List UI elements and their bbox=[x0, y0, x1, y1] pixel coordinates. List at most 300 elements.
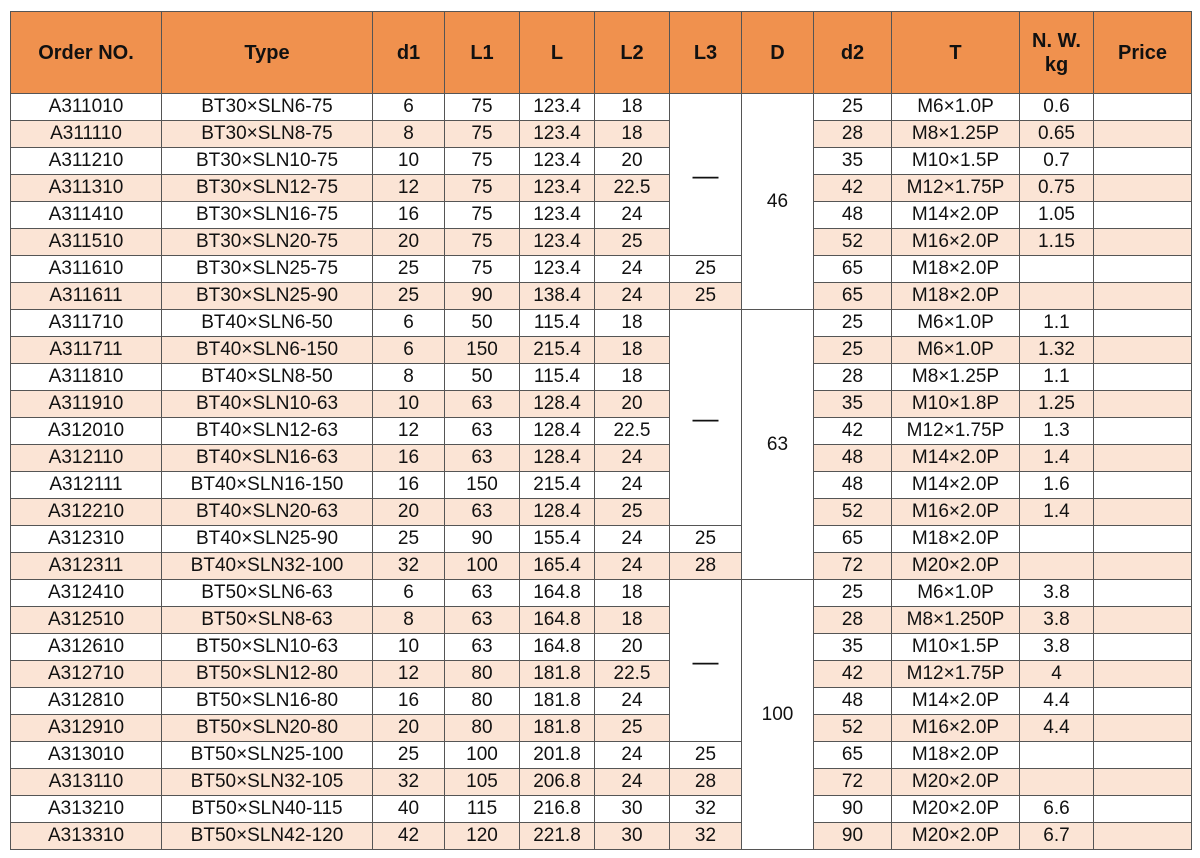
cell-l2: 24 bbox=[595, 445, 670, 472]
cell-l3: 25 bbox=[670, 742, 742, 769]
cell-order-no: A311711 bbox=[11, 337, 162, 364]
cell-order-no: A313110 bbox=[11, 769, 162, 796]
cell-l1: 63 bbox=[445, 634, 520, 661]
cell-type: BT40×SLN8-50 bbox=[162, 364, 373, 391]
cell-l: 128.4 bbox=[520, 499, 595, 526]
cell-d1: 10 bbox=[373, 391, 445, 418]
table-row bbox=[11, 526, 1192, 553]
cell-d1: 6 bbox=[373, 337, 445, 364]
cell-price bbox=[1094, 553, 1192, 580]
cell-d2: 25 bbox=[814, 580, 892, 607]
cell-l2: 18 bbox=[595, 337, 670, 364]
cell-l: 115.4 bbox=[520, 310, 595, 337]
cell-d1: 25 bbox=[373, 526, 445, 553]
cell-net-weight: 1.15 bbox=[1020, 229, 1094, 256]
cell-t: M8×1.250P bbox=[892, 607, 1020, 634]
cell-d2: 28 bbox=[814, 607, 892, 634]
cell-l1: 63 bbox=[445, 445, 520, 472]
cell-type: BT40×SLN6-50 bbox=[162, 310, 373, 337]
cell-d2: 90 bbox=[814, 823, 892, 850]
header-l2: L2 bbox=[595, 12, 670, 94]
cell-d2: 28 bbox=[814, 121, 892, 148]
cell-d2: 52 bbox=[814, 715, 892, 742]
table-row bbox=[11, 364, 1192, 391]
cell-d1: 20 bbox=[373, 499, 445, 526]
cell-order-no: A311510 bbox=[11, 229, 162, 256]
cell-t: M14×2.0P bbox=[892, 688, 1020, 715]
cell-l1: 150 bbox=[445, 472, 520, 499]
cell-l2: 24 bbox=[595, 553, 670, 580]
cell-l3: 32 bbox=[670, 823, 742, 850]
cell-price bbox=[1094, 499, 1192, 526]
cell-l1: 115 bbox=[445, 796, 520, 823]
cell-l1: 100 bbox=[445, 742, 520, 769]
table-row bbox=[11, 256, 1192, 283]
cell-d1: 8 bbox=[373, 364, 445, 391]
table-row bbox=[11, 472, 1192, 499]
cell-net-weight: 6.7 bbox=[1020, 823, 1094, 850]
cell-price bbox=[1094, 310, 1192, 337]
cell-d1: 8 bbox=[373, 121, 445, 148]
cell-type: BT40×SLN16-63 bbox=[162, 445, 373, 472]
table-row bbox=[11, 607, 1192, 634]
cell-t: M12×1.75P bbox=[892, 418, 1020, 445]
cell-l: 128.4 bbox=[520, 391, 595, 418]
cell-d1: 8 bbox=[373, 607, 445, 634]
cell-l: 165.4 bbox=[520, 553, 595, 580]
cell-type: BT30×SLN16-75 bbox=[162, 202, 373, 229]
cell-l: 201.8 bbox=[520, 742, 595, 769]
cell-l2: 18 bbox=[595, 607, 670, 634]
table-row bbox=[11, 148, 1192, 175]
table-row bbox=[11, 445, 1192, 472]
cell-net-weight: 1.1 bbox=[1020, 364, 1094, 391]
cell-net-weight: 0.75 bbox=[1020, 175, 1094, 202]
cell-d1: 20 bbox=[373, 229, 445, 256]
cell-price bbox=[1094, 472, 1192, 499]
cell-l1: 50 bbox=[445, 364, 520, 391]
cell-l1: 75 bbox=[445, 229, 520, 256]
cell-price bbox=[1094, 634, 1192, 661]
cell-t: M6×1.0P bbox=[892, 580, 1020, 607]
cell-t: M14×2.0P bbox=[892, 202, 1020, 229]
cell-l: 123.4 bbox=[520, 202, 595, 229]
cell-l: 138.4 bbox=[520, 283, 595, 310]
cell-l: 128.4 bbox=[520, 418, 595, 445]
cell-price bbox=[1094, 796, 1192, 823]
header-d2: d2 bbox=[814, 12, 892, 94]
cell-net-weight: 0.7 bbox=[1020, 148, 1094, 175]
cell-type: BT30×SLN10-75 bbox=[162, 148, 373, 175]
cell-l: 215.4 bbox=[520, 337, 595, 364]
cell-net-weight bbox=[1020, 742, 1094, 769]
cell-t: M16×2.0P bbox=[892, 229, 1020, 256]
cell-price bbox=[1094, 526, 1192, 553]
cell-type: BT30×SLN20-75 bbox=[162, 229, 373, 256]
cell-l1: 105 bbox=[445, 769, 520, 796]
cell-type: BT40×SLN12-63 bbox=[162, 418, 373, 445]
cell-d1: 20 bbox=[373, 715, 445, 742]
cell-d2: 25 bbox=[814, 310, 892, 337]
cell-net-weight: 0.65 bbox=[1020, 121, 1094, 148]
cell-type: BT50×SLN16-80 bbox=[162, 688, 373, 715]
cell-l2: 22.5 bbox=[595, 418, 670, 445]
cell-price bbox=[1094, 715, 1192, 742]
cell-order-no: A312810 bbox=[11, 688, 162, 715]
cell-type: BT40×SLN25-90 bbox=[162, 526, 373, 553]
cell-l: 181.8 bbox=[520, 688, 595, 715]
cell-order-no: A311810 bbox=[11, 364, 162, 391]
cell-l2: 25 bbox=[595, 499, 670, 526]
cell-l3-not-applicable: — bbox=[670, 580, 742, 742]
cell-l1: 75 bbox=[445, 202, 520, 229]
cell-l3: 25 bbox=[670, 256, 742, 283]
cell-type: BT40×SLN32-100 bbox=[162, 553, 373, 580]
cell-l3: 32 bbox=[670, 796, 742, 823]
cell-l3: 25 bbox=[670, 526, 742, 553]
cell-d2: 35 bbox=[814, 391, 892, 418]
cell-net-weight: 6.6 bbox=[1020, 796, 1094, 823]
cell-net-weight: 1.6 bbox=[1020, 472, 1094, 499]
table-row bbox=[11, 94, 1192, 121]
cell-price bbox=[1094, 823, 1192, 850]
table-row bbox=[11, 202, 1192, 229]
cell-l1: 75 bbox=[445, 121, 520, 148]
cell-net-weight: 1.25 bbox=[1020, 391, 1094, 418]
table-row bbox=[11, 769, 1192, 796]
cell-l1: 100 bbox=[445, 553, 520, 580]
cell-l2: 18 bbox=[595, 364, 670, 391]
cell-d-group: 46 bbox=[742, 94, 814, 310]
cell-l2: 22.5 bbox=[595, 661, 670, 688]
cell-d2: 35 bbox=[814, 148, 892, 175]
cell-order-no: A313310 bbox=[11, 823, 162, 850]
cell-d1: 16 bbox=[373, 445, 445, 472]
cell-price bbox=[1094, 688, 1192, 715]
cell-d1: 6 bbox=[373, 94, 445, 121]
cell-d1: 6 bbox=[373, 580, 445, 607]
cell-order-no: A311611 bbox=[11, 283, 162, 310]
cell-type: BT30×SLN12-75 bbox=[162, 175, 373, 202]
cell-l2: 22.5 bbox=[595, 175, 670, 202]
cell-d1: 16 bbox=[373, 472, 445, 499]
cell-l: 123.4 bbox=[520, 175, 595, 202]
cell-price bbox=[1094, 607, 1192, 634]
cell-l2: 24 bbox=[595, 742, 670, 769]
cell-net-weight: 1.3 bbox=[1020, 418, 1094, 445]
cell-d2: 35 bbox=[814, 634, 892, 661]
cell-d1: 12 bbox=[373, 661, 445, 688]
cell-net-weight bbox=[1020, 769, 1094, 796]
cell-type: BT30×SLN6-75 bbox=[162, 94, 373, 121]
cell-order-no: A312910 bbox=[11, 715, 162, 742]
cell-t: M14×2.0P bbox=[892, 445, 1020, 472]
header-net-weight-line1: N. W. bbox=[1032, 29, 1081, 52]
cell-order-no: A311110 bbox=[11, 121, 162, 148]
cell-price bbox=[1094, 229, 1192, 256]
cell-type: BT50×SLN42-120 bbox=[162, 823, 373, 850]
cell-type: BT50×SLN32-105 bbox=[162, 769, 373, 796]
cell-price bbox=[1094, 364, 1192, 391]
cell-net-weight: 1.4 bbox=[1020, 445, 1094, 472]
cell-order-no: A312110 bbox=[11, 445, 162, 472]
table-row bbox=[11, 715, 1192, 742]
cell-l: 164.8 bbox=[520, 634, 595, 661]
cell-price bbox=[1094, 121, 1192, 148]
cell-l: 181.8 bbox=[520, 715, 595, 742]
cell-d1: 16 bbox=[373, 688, 445, 715]
cell-l2: 25 bbox=[595, 715, 670, 742]
cell-d1: 40 bbox=[373, 796, 445, 823]
cell-t: M18×2.0P bbox=[892, 256, 1020, 283]
cell-t: M6×1.0P bbox=[892, 337, 1020, 364]
cell-d1: 32 bbox=[373, 553, 445, 580]
cell-l2: 18 bbox=[595, 94, 670, 121]
table-row bbox=[11, 121, 1192, 148]
cell-d1: 25 bbox=[373, 283, 445, 310]
cell-l1: 90 bbox=[445, 283, 520, 310]
table-row bbox=[11, 229, 1192, 256]
cell-type: BT30×SLN25-75 bbox=[162, 256, 373, 283]
cell-l: 181.8 bbox=[520, 661, 595, 688]
header-row bbox=[11, 12, 1192, 94]
cell-l1: 63 bbox=[445, 580, 520, 607]
cell-price bbox=[1094, 94, 1192, 121]
cell-d2: 52 bbox=[814, 229, 892, 256]
cell-l2: 20 bbox=[595, 148, 670, 175]
cell-l2: 18 bbox=[595, 580, 670, 607]
cell-l: 215.4 bbox=[520, 472, 595, 499]
cell-l1: 75 bbox=[445, 175, 520, 202]
cell-d2: 25 bbox=[814, 337, 892, 364]
table-row bbox=[11, 742, 1192, 769]
cell-net-weight: 3.8 bbox=[1020, 580, 1094, 607]
cell-l1: 63 bbox=[445, 391, 520, 418]
table-row bbox=[11, 283, 1192, 310]
table-row bbox=[11, 499, 1192, 526]
cell-t: M10×1.5P bbox=[892, 634, 1020, 661]
cell-d1: 12 bbox=[373, 175, 445, 202]
cell-t: M18×2.0P bbox=[892, 283, 1020, 310]
table-row bbox=[11, 823, 1192, 850]
table-row bbox=[11, 418, 1192, 445]
cell-net-weight: 1.4 bbox=[1020, 499, 1094, 526]
cell-d2: 42 bbox=[814, 661, 892, 688]
cell-l2: 20 bbox=[595, 634, 670, 661]
cell-t: M16×2.0P bbox=[892, 499, 1020, 526]
cell-type: BT40×SLN16-150 bbox=[162, 472, 373, 499]
cell-net-weight: 1.05 bbox=[1020, 202, 1094, 229]
cell-t: M18×2.0P bbox=[892, 742, 1020, 769]
cell-d2: 65 bbox=[814, 283, 892, 310]
cell-net-weight bbox=[1020, 553, 1094, 580]
cell-order-no: A312311 bbox=[11, 553, 162, 580]
header-net-weight-line2: kg bbox=[1044, 53, 1069, 76]
cell-l3: 28 bbox=[670, 769, 742, 796]
cell-d2: 72 bbox=[814, 769, 892, 796]
table-row bbox=[11, 310, 1192, 337]
cell-l2: 24 bbox=[595, 472, 670, 499]
cell-order-no: A312111 bbox=[11, 472, 162, 499]
table-row bbox=[11, 634, 1192, 661]
cell-net-weight: 3.8 bbox=[1020, 634, 1094, 661]
cell-d-group: 100 bbox=[742, 580, 814, 850]
cell-price bbox=[1094, 202, 1192, 229]
cell-d2: 48 bbox=[814, 688, 892, 715]
cell-price bbox=[1094, 148, 1192, 175]
cell-l: 216.8 bbox=[520, 796, 595, 823]
cell-price bbox=[1094, 283, 1192, 310]
cell-net-weight: 1.32 bbox=[1020, 337, 1094, 364]
cell-net-weight bbox=[1020, 526, 1094, 553]
cell-l: 123.4 bbox=[520, 256, 595, 283]
table-row bbox=[11, 796, 1192, 823]
table-row bbox=[11, 337, 1192, 364]
cell-d1: 32 bbox=[373, 769, 445, 796]
cell-l2: 24 bbox=[595, 769, 670, 796]
cell-l2: 25 bbox=[595, 229, 670, 256]
cell-price bbox=[1094, 661, 1192, 688]
cell-d1: 25 bbox=[373, 742, 445, 769]
cell-l2: 30 bbox=[595, 823, 670, 850]
cell-t: M20×2.0P bbox=[892, 553, 1020, 580]
cell-price bbox=[1094, 742, 1192, 769]
cell-d1: 25 bbox=[373, 256, 445, 283]
cell-d1: 6 bbox=[373, 310, 445, 337]
cell-l: 123.4 bbox=[520, 229, 595, 256]
cell-d2: 52 bbox=[814, 499, 892, 526]
cell-price bbox=[1094, 175, 1192, 202]
cell-price bbox=[1094, 256, 1192, 283]
cell-l3: 28 bbox=[670, 553, 742, 580]
cell-net-weight: 0.6 bbox=[1020, 94, 1094, 121]
cell-l: 123.4 bbox=[520, 148, 595, 175]
cell-d2: 48 bbox=[814, 202, 892, 229]
cell-l1: 63 bbox=[445, 418, 520, 445]
cell-order-no: A312610 bbox=[11, 634, 162, 661]
table-row bbox=[11, 688, 1192, 715]
cell-type: BT50×SLN40-115 bbox=[162, 796, 373, 823]
table-body bbox=[11, 94, 1192, 850]
cell-net-weight: 3.8 bbox=[1020, 607, 1094, 634]
cell-l: 115.4 bbox=[520, 364, 595, 391]
cell-net-weight bbox=[1020, 256, 1094, 283]
cell-price bbox=[1094, 391, 1192, 418]
cell-d1: 42 bbox=[373, 823, 445, 850]
table-row bbox=[11, 553, 1192, 580]
cell-type: BT40×SLN10-63 bbox=[162, 391, 373, 418]
cell-order-no: A311210 bbox=[11, 148, 162, 175]
cell-order-no: A312010 bbox=[11, 418, 162, 445]
header-l1: L1 bbox=[445, 12, 520, 94]
cell-d2: 65 bbox=[814, 256, 892, 283]
cell-t: M16×2.0P bbox=[892, 715, 1020, 742]
cell-l: 123.4 bbox=[520, 94, 595, 121]
cell-l1: 63 bbox=[445, 499, 520, 526]
cell-l2: 24 bbox=[595, 256, 670, 283]
cell-order-no: A311610 bbox=[11, 256, 162, 283]
cell-t: M10×1.8P bbox=[892, 391, 1020, 418]
header-t: T bbox=[892, 12, 1020, 94]
cell-price bbox=[1094, 580, 1192, 607]
cell-order-no: A313010 bbox=[11, 742, 162, 769]
cell-l1: 80 bbox=[445, 715, 520, 742]
cell-order-no: A313210 bbox=[11, 796, 162, 823]
cell-l: 128.4 bbox=[520, 445, 595, 472]
cell-order-no: A311010 bbox=[11, 94, 162, 121]
cell-order-no: A312210 bbox=[11, 499, 162, 526]
cell-l2: 18 bbox=[595, 310, 670, 337]
cell-l2: 24 bbox=[595, 283, 670, 310]
cell-l1: 50 bbox=[445, 310, 520, 337]
cell-price bbox=[1094, 445, 1192, 472]
cell-t: M18×2.0P bbox=[892, 526, 1020, 553]
cell-t: M12×1.75P bbox=[892, 175, 1020, 202]
cell-d2: 48 bbox=[814, 445, 892, 472]
cell-d2: 48 bbox=[814, 472, 892, 499]
table-row bbox=[11, 661, 1192, 688]
cell-d1: 10 bbox=[373, 148, 445, 175]
cell-l1: 80 bbox=[445, 688, 520, 715]
cell-l: 164.8 bbox=[520, 580, 595, 607]
cell-d2: 90 bbox=[814, 796, 892, 823]
cell-t: M20×2.0P bbox=[892, 769, 1020, 796]
spec-table-container bbox=[10, 11, 1192, 850]
cell-t: M6×1.0P bbox=[892, 94, 1020, 121]
cell-l: 123.4 bbox=[520, 121, 595, 148]
cell-l2: 24 bbox=[595, 688, 670, 715]
header-net-weight bbox=[1020, 12, 1094, 94]
cell-d-group: 63 bbox=[742, 310, 814, 580]
cell-price bbox=[1094, 418, 1192, 445]
cell-l: 206.8 bbox=[520, 769, 595, 796]
cell-d2: 28 bbox=[814, 364, 892, 391]
cell-order-no: A311910 bbox=[11, 391, 162, 418]
cell-d2: 42 bbox=[814, 418, 892, 445]
cell-type: BT30×SLN25-90 bbox=[162, 283, 373, 310]
header-price: Price bbox=[1094, 12, 1192, 94]
table-row bbox=[11, 175, 1192, 202]
cell-l: 164.8 bbox=[520, 607, 595, 634]
cell-d1: 10 bbox=[373, 634, 445, 661]
cell-l1: 63 bbox=[445, 607, 520, 634]
cell-order-no: A312710 bbox=[11, 661, 162, 688]
spec-table bbox=[10, 11, 1192, 850]
header-l: L bbox=[520, 12, 595, 94]
cell-l: 221.8 bbox=[520, 823, 595, 850]
cell-t: M8×1.25P bbox=[892, 121, 1020, 148]
cell-d2: 72 bbox=[814, 553, 892, 580]
cell-net-weight: 4.4 bbox=[1020, 688, 1094, 715]
cell-type: BT50×SLN20-80 bbox=[162, 715, 373, 742]
cell-net-weight bbox=[1020, 283, 1094, 310]
cell-type: BT50×SLN25-100 bbox=[162, 742, 373, 769]
cell-order-no: A312510 bbox=[11, 607, 162, 634]
cell-d2: 65 bbox=[814, 742, 892, 769]
cell-d2: 65 bbox=[814, 526, 892, 553]
cell-l3: 25 bbox=[670, 283, 742, 310]
cell-t: M20×2.0P bbox=[892, 796, 1020, 823]
cell-price bbox=[1094, 769, 1192, 796]
cell-net-weight: 1.1 bbox=[1020, 310, 1094, 337]
cell-d2: 42 bbox=[814, 175, 892, 202]
cell-order-no: A311710 bbox=[11, 310, 162, 337]
cell-l2: 24 bbox=[595, 526, 670, 553]
cell-t: M6×1.0P bbox=[892, 310, 1020, 337]
cell-net-weight: 4 bbox=[1020, 661, 1094, 688]
cell-l1: 75 bbox=[445, 94, 520, 121]
header-d: D bbox=[742, 12, 814, 94]
